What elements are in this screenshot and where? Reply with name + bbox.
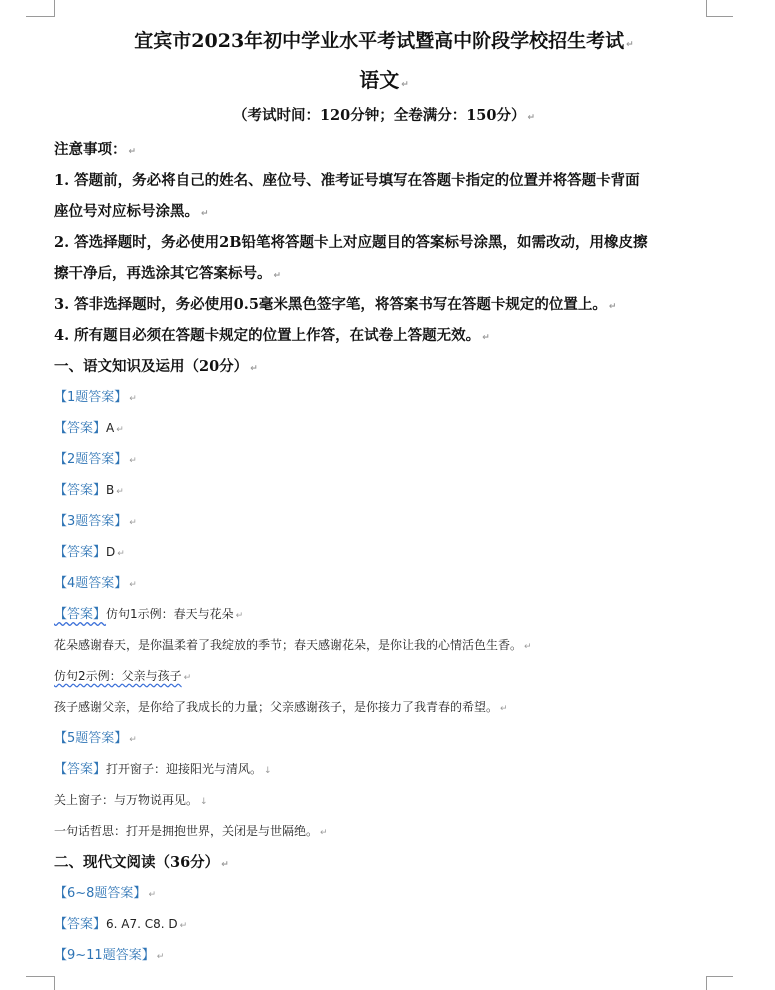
- question-9-11-tag: 【9~11题答案】 ↵: [54, 948, 165, 963]
- exam-info: （考试时间：120分钟；全卷满分：150分） ↵: [232, 107, 536, 124]
- question-4-answer-line: 仿句2示例：父亲与孩子 ↵: [54, 669, 192, 683]
- question-2-answer: 【答案】B ↵: [54, 483, 124, 498]
- question-4-answer: 【答案】仿句1示例：春天与花朵 ↵: [54, 607, 244, 622]
- question-3-tag: 【3题答案】 ↵: [54, 514, 137, 529]
- crop-mark-top-left: [26, 0, 55, 17]
- crop-mark-bottom-left: [26, 976, 55, 990]
- section-2-title: 二、现代文阅读（36分） ↵: [54, 854, 229, 871]
- question-5-answer: 【答案】打开窗子：迎接阳光与清风。 ↓: [54, 762, 272, 777]
- question-5-answer-line: 关上窗子：与万物说再见。 ↓: [54, 793, 208, 807]
- note-line: 1. 答题前，务必将自己的姓名、座位号、准考证号填写在答题卡指定的位置并将答题卡背面: [54, 172, 640, 189]
- note-line: 擦干净后，再选涂其它答案标号。 ↵: [54, 265, 282, 282]
- question-2-tag: 【2题答案】 ↵: [54, 452, 137, 467]
- question-3-answer: 【答案】D ↵: [54, 545, 125, 560]
- crop-mark-bottom-right: [706, 976, 733, 990]
- question-1-tag: 【1题答案】 ↵: [54, 390, 137, 405]
- document-page: [54, 24, 714, 971]
- exam-title: 宜宾市2023年初中学业水平考试暨高中阶段学校招生考试 ↵: [134, 30, 634, 52]
- crop-mark-top-right: [706, 0, 733, 17]
- question-4-answer-line: 花朵感谢春天，是你温柔着了我绽放的季节；春天感谢花朵，是你让我的心情活色生香。 ↵: [54, 638, 532, 652]
- question-6-8-tag: 【6~8题答案】 ↵: [54, 886, 156, 901]
- note-line: 4. 所有题目必须在答题卡规定的位置上作答，在试卷上答题无效。 ↵: [54, 327, 490, 344]
- question-5-answer-line: 一句话哲思：打开是拥抱世界，关闭是与世隔绝。 ↵: [54, 824, 328, 838]
- question-6-8-answer: 【答案】6. A7. C8. D ↵: [54, 917, 188, 932]
- note-line: 3. 答非选择题时，务必使用0.5毫米黑色签字笔，将答案书写在答题卡规定的位置上。 ↵: [54, 296, 617, 313]
- note-line: 座位号对应标号涂黑。 ↵: [54, 203, 209, 220]
- exam-subject: 语文 ↵: [359, 68, 409, 92]
- question-4-tag: 【4题答案】 ↵: [54, 576, 137, 591]
- question-4-answer-line: 孩子感谢父亲，是你给了我成长的力量；父亲感谢孩子，是你接力了我青春的希望。 ↵: [54, 700, 508, 714]
- question-1-answer: 【答案】A ↵: [54, 421, 124, 436]
- notes-heading: 注意事项： ↵: [54, 141, 137, 158]
- section-1-title: 一、语文知识及运用（20分） ↵: [54, 358, 258, 375]
- question-5-tag: 【5题答案】 ↵: [54, 731, 137, 746]
- note-line: 2. 答选择题时，务必使用2B铅笔将答题卡上对应题目的答案标号涂黑，如需改动，用橡皮擦: [54, 234, 648, 251]
